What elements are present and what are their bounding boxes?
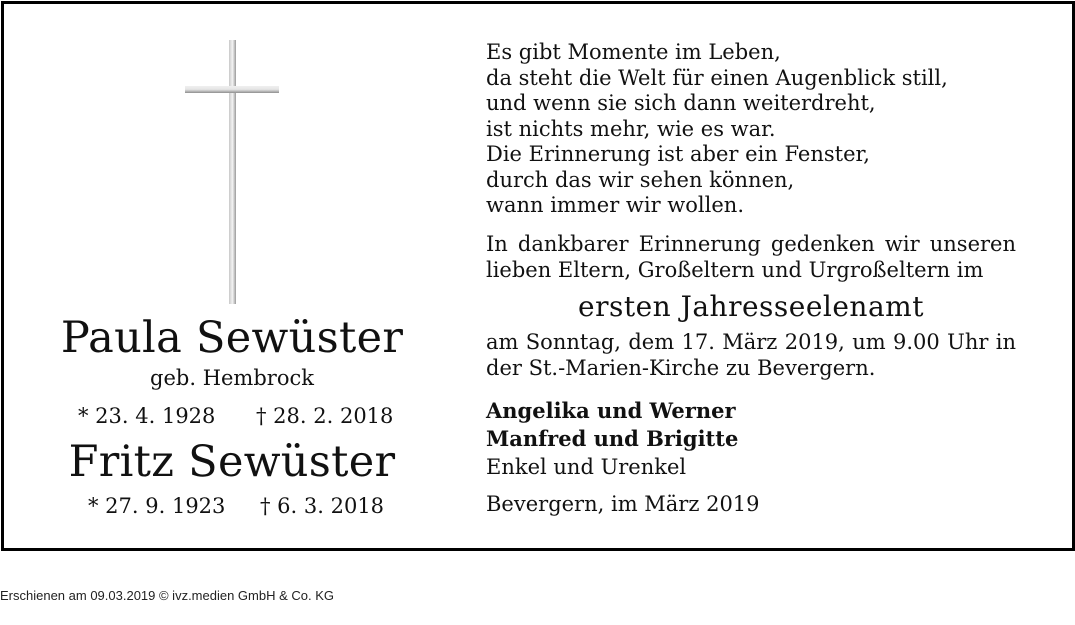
poem-line: und wenn sie sich dann weiterdreht,	[486, 91, 876, 115]
deceased2-died: † 6. 3. 2018	[260, 494, 385, 518]
deceased1-maiden-name: geb. Hembrock	[150, 366, 314, 390]
deceased2-name: Fritz Sewüster	[68, 437, 396, 487]
poem-line: wann immer wir wollen.	[486, 193, 744, 217]
publication-footer: Erschienen am 09.03.2019 © ivz.medien GmbH & Co. KG	[0, 588, 335, 603]
mourner-line: Enkel und Urenkel	[486, 455, 687, 479]
deceased1-died: † 28. 2. 2018	[256, 404, 394, 428]
deceased1-born: * 23. 4. 1928	[78, 404, 216, 428]
intro-text: In dankbarer Erinnerung gedenken wir unseren lieben Eltern, Großeltern und Urgroßeltern im	[486, 232, 1016, 282]
event-details: am Sonntag, dem 17. März 2019, um 9.00 Uhr in der St.-Marien-Kirche zu Bevergern.	[486, 330, 1016, 380]
deceased1-name: Paula Sewüster	[60, 313, 404, 363]
mourner-line: Angelika und Werner	[486, 398, 736, 423]
cross-icon	[184, 40, 284, 310]
deceased2-born: * 27. 9. 1923	[88, 494, 226, 518]
poem	[486, 40, 1016, 219]
obituary-card	[1, 1, 1075, 551]
poem-line: Die Erinnerung ist aber ein Fenster,	[486, 142, 870, 166]
deceased2-block	[32, 438, 432, 486]
poem-line: da steht die Welt für einen Augenblick still,	[486, 65, 948, 90]
mourners	[486, 397, 1016, 481]
deceased1-block	[32, 314, 432, 392]
place-date: Bevergern, im März 2019	[486, 492, 760, 516]
event-title: ersten Jahresseelenamt	[578, 290, 924, 323]
poem-line: ist nichts mehr, wie es war.	[486, 116, 776, 141]
poem-line: Es gibt Momente im Leben,	[486, 40, 781, 64]
poem-line: durch das wir sehen können,	[486, 167, 795, 192]
mourner-line: Manfred und Brigitte	[486, 426, 739, 451]
